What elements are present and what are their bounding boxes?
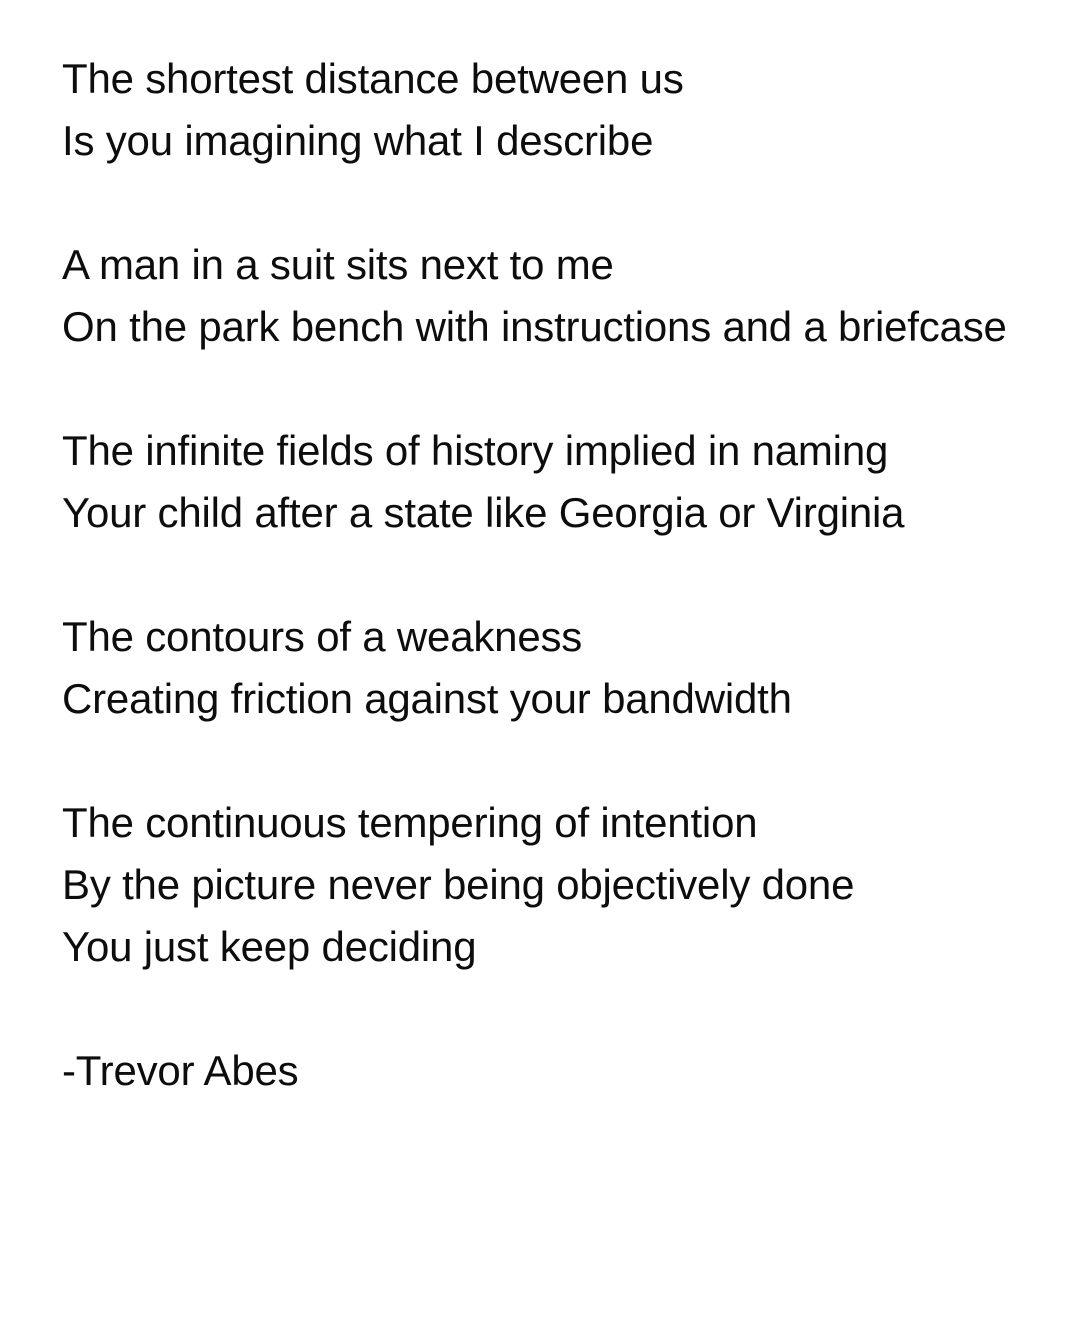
poem-line: Is you imagining what I describe	[62, 117, 654, 164]
poem-line: By the picture never being objectively done	[62, 861, 855, 908]
stanza-2	[62, 234, 1018, 358]
poem-line: The shortest distance between us	[62, 55, 684, 102]
author-attribution: -Trevor Abes	[62, 1047, 299, 1094]
poem-line: Creating friction against your bandwidth	[62, 675, 792, 722]
stanza-4	[62, 606, 1018, 730]
poem-line: The continuous tempering of intention	[62, 799, 758, 846]
poem-line: A man in a suit sits next to me	[62, 241, 614, 288]
poem-line: The infinite fields of history implied in naming	[62, 427, 889, 474]
stanza-3	[62, 420, 1018, 544]
poem-line: The contours of a weakness	[62, 613, 583, 660]
stanza-1	[62, 48, 1018, 172]
stanza-5	[62, 792, 1018, 978]
poem-line: On the park bench with instructions and a briefcase	[62, 303, 1007, 350]
poem-line: You just keep deciding	[62, 923, 477, 970]
poem-line: Your child after a state like Georgia or Virginia	[62, 489, 905, 536]
poem-signature	[62, 1040, 1018, 1102]
